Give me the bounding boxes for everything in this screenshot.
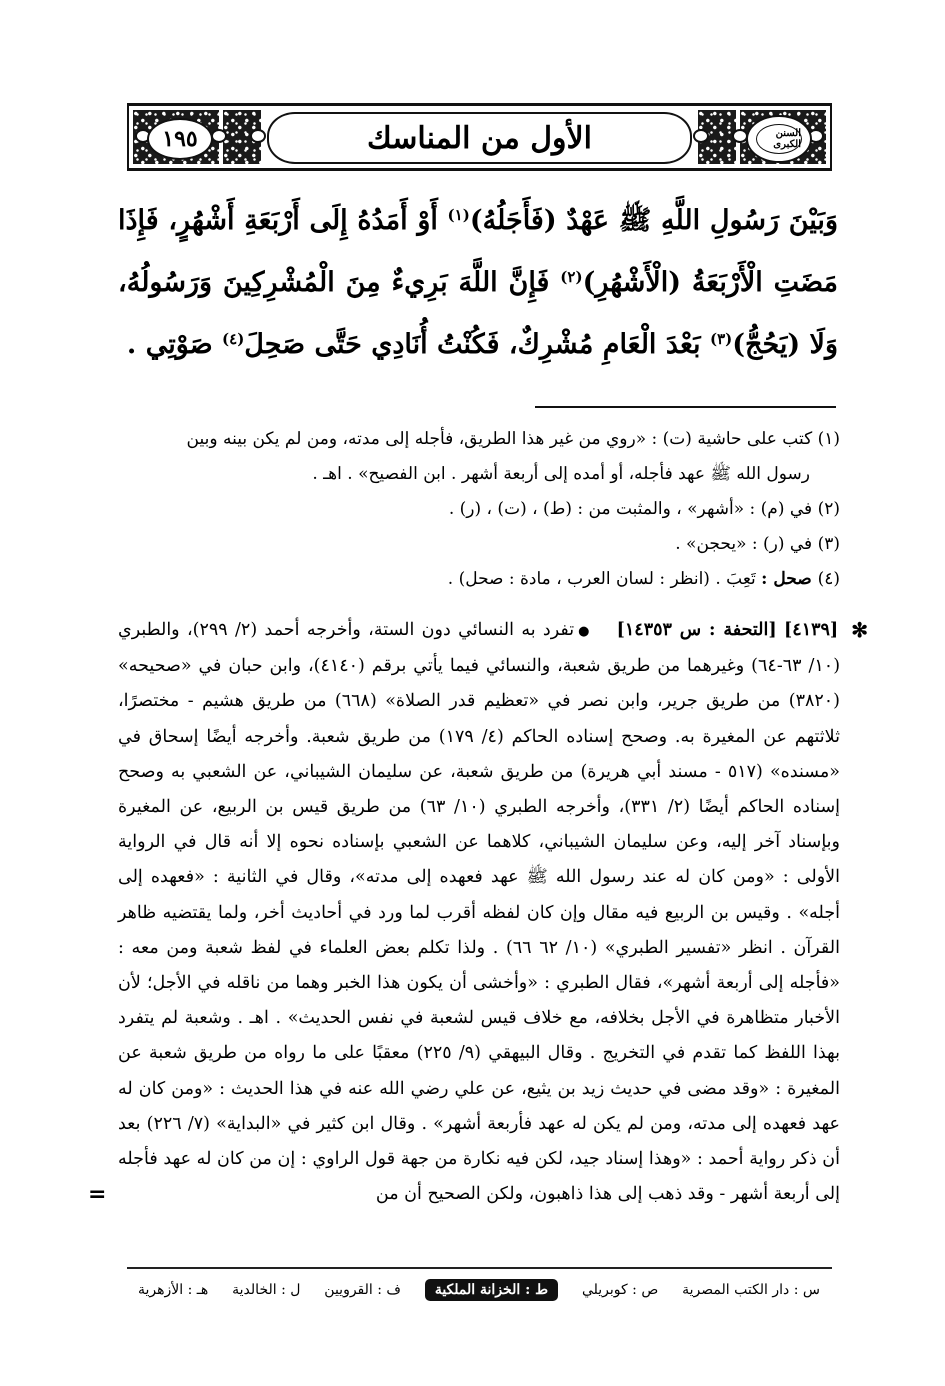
takhrij-commentary [88, 613, 868, 1212]
footnote [128, 492, 840, 527]
hadith-segment: صَوْتِي . [126, 329, 223, 360]
ornament-knot [250, 129, 266, 143]
footnotes [128, 422, 840, 597]
hadith-segment: فَإِنَّ اللَّهَ بَرِيءٌ مِنَ الْمُشْرِكِينَ وَرَسُولُهُ، وَلَا (يَحُجُّ) [118, 267, 838, 360]
bullet-icon: ● [578, 624, 592, 639]
page-header [127, 103, 832, 171]
footnote-term: صحل : [761, 569, 818, 589]
footnote-text: في (م) : «أشهر» ، والمثبت من : (ط) ، (ت) ، (ر) . [448, 499, 818, 519]
manuscript-key-item: ف : القرويين [324, 1282, 401, 1298]
hadith-segment: أَوْ أَمَدُهُ إِلَى أَرْبَعَةِ أَشْهُرٍ، فَإِذَا مَضَتِ الْأَرْبَعَةُ (الْأَشْهُرِ) [118, 205, 838, 298]
ornament-knot [211, 129, 227, 143]
continuation-mark: = [88, 1182, 107, 1208]
asterisk-marker-icon: ✻ [851, 618, 868, 642]
footnote-ref[interactable]: (٣) [709, 330, 733, 348]
footnote-number: (٢) [817, 499, 840, 519]
running-title: الأول من المناسك [367, 120, 592, 156]
commentary-text: تفرد به النسائي دون الستة، وأخرجه أحمد (٢/ ٢٩٩)، والطبري (١٠/ ٦٣-٦٤) وغيرهما من طريق شعبة، والنسائي فيما يأتي برقم (٤١٤٠)، وابن حبان في «صحيحه» (٣٨٢٠) من طريق جرير، وابن نصر في «تعظيم قدر الصلاة» (٦٦٨) من طريق هشيم - مختصرًا، ثلاثتهم عن المغيرة به. وصحح إسناده الحاكم (٤/ ١٧٩) من طريق شعبة. وأخرجه أيضًا إسحاق في «مسنده» (٥١٧ - مسند أبي هريرة) من طريق شعبة، عن سليمان الشيباني، عن الشعبي به وصحح إسناده الحاكم أيضًا (٢/ ٣٣١)، وأخرجه الطبري (١٠/ ٦٣) من طريق قيس بن الربيع، عن المغيرة وبإسناد آخر إليه، وعن سليمان الشيباني، كلاهما عن الشعبي بإسناده نحوه إلا أنه قال في الرواية الأولى : «ومن كان له عند رسول الله ﷺ عهد فعهده إلى مدته»، وقال في الثانية : «فعهده إلى أجله» . وقيس بن الربيع فيه مقال وإن كان لفظه أقرب لما ورد في أحاديث أخر، ولما يقتضيه ظاهر القرآن . انظر «تفسير الطبري» (١٠/ ٦٢ ٦٦) . ولذا تكلم بعض العلماء في لفظ شعبة ومن معه : «فأجله إلى أربعة أشهر»، فقال الطبري : «وأخشى أن يكون هذا الخبر وهما من ناقله في الأجل؛ لأن الأخبار متظاهرة في الأجل بخلافه، مع خلاف قيس لشعبة في نفس الحديث» . اهـ . وشعبة لم يتفرد بهذا اللفظ كما تقدم في التخريج . وقال البيهقي (٩/ ٢٢٥) معقبًا على ما رواه من طريق شعبة عن المغيرة : «وقد مضى في حديث زيد بن يثيع، عن علي رضي الله عنه في هذا الحديث : «ومن كان له عهد فعهده إلى مدته، ومن لم يكن له عهد فأربعة أشهر» . وقال ابن كثير في «البداية» (٧/ ٢٢٦) بعد أن ذكر رواية أحمد : «وهذا إسناد جيد، لكن فيه نكارة من جهة قول الراوي : إن من كان له عهد فأجله إلى أربعة أشهر - وقد ذهب إلى هذا ذاهبون، ولكن الصحيح أن من [118, 620, 841, 1205]
footnote-ref[interactable]: (٢) [560, 268, 583, 286]
emblem-text: السنن الكبرى [756, 124, 802, 154]
footnote-number: (١) [817, 429, 840, 449]
ornament-knot [693, 129, 709, 143]
footnote-separator [535, 406, 836, 408]
footnote-number: (٣) [817, 534, 840, 554]
footer-rule [127, 1267, 832, 1269]
footnote-number: (٤) [817, 569, 840, 589]
manuscript-key-item: هـ : الأزهرية [138, 1282, 209, 1298]
footnote [128, 527, 840, 562]
footnote-ref[interactable]: (١) [447, 206, 470, 224]
footnote-text: رسول الله ﷺ عهد فأجله، أو أمده إلى أربعة أشهر . ابن الفصيح» . اهـ . [312, 464, 810, 484]
manuscript-key-item: ل : الخالدية [232, 1282, 301, 1298]
running-title-panel [267, 112, 692, 164]
manuscript-key [138, 1276, 820, 1304]
footnote [128, 562, 840, 597]
publisher-emblem-icon [746, 115, 812, 163]
hadith-segment: بَعْدَ الْعَامِ مُشْرِكٌ، فَكُنْتُ أُنَادِي حَتَّى صَحِلَ [244, 329, 710, 360]
footnote [128, 422, 840, 492]
footnote-text: تَعِبَ . (انظر : لسان العرب ، مادة : صحل) . [447, 569, 762, 589]
manuscript-key-item: ص : كوبريلي [581, 1282, 659, 1298]
manuscript-key-item: س : دار الكتب المصرية [682, 1282, 820, 1298]
footnote-text: في (ر) : «يحجن» . [675, 534, 818, 554]
footnote-text: كتب على حاشية (ت) : «روي من غير هذا الطريق، فأجله إلى مدته، ومن لم يكن بينه وبين [186, 429, 818, 449]
footnote-ref[interactable]: (٤) [222, 330, 245, 348]
hadith-text [118, 190, 838, 376]
manuscript-key-item-active: ط : الخزانة الملكية [425, 1279, 558, 1301]
hadith-segment: وَبَيْنَ رَسُولِ اللَّهِ ﷺ عَهْدٌ (فَأَجَلُهُ) [469, 205, 838, 236]
page-number: ١٩٥ [147, 118, 213, 160]
tuhfa-reference: [التحفة : س ١٤٣٥٣] [616, 620, 777, 640]
hadith-number: [٤١٣٩] [784, 620, 839, 640]
